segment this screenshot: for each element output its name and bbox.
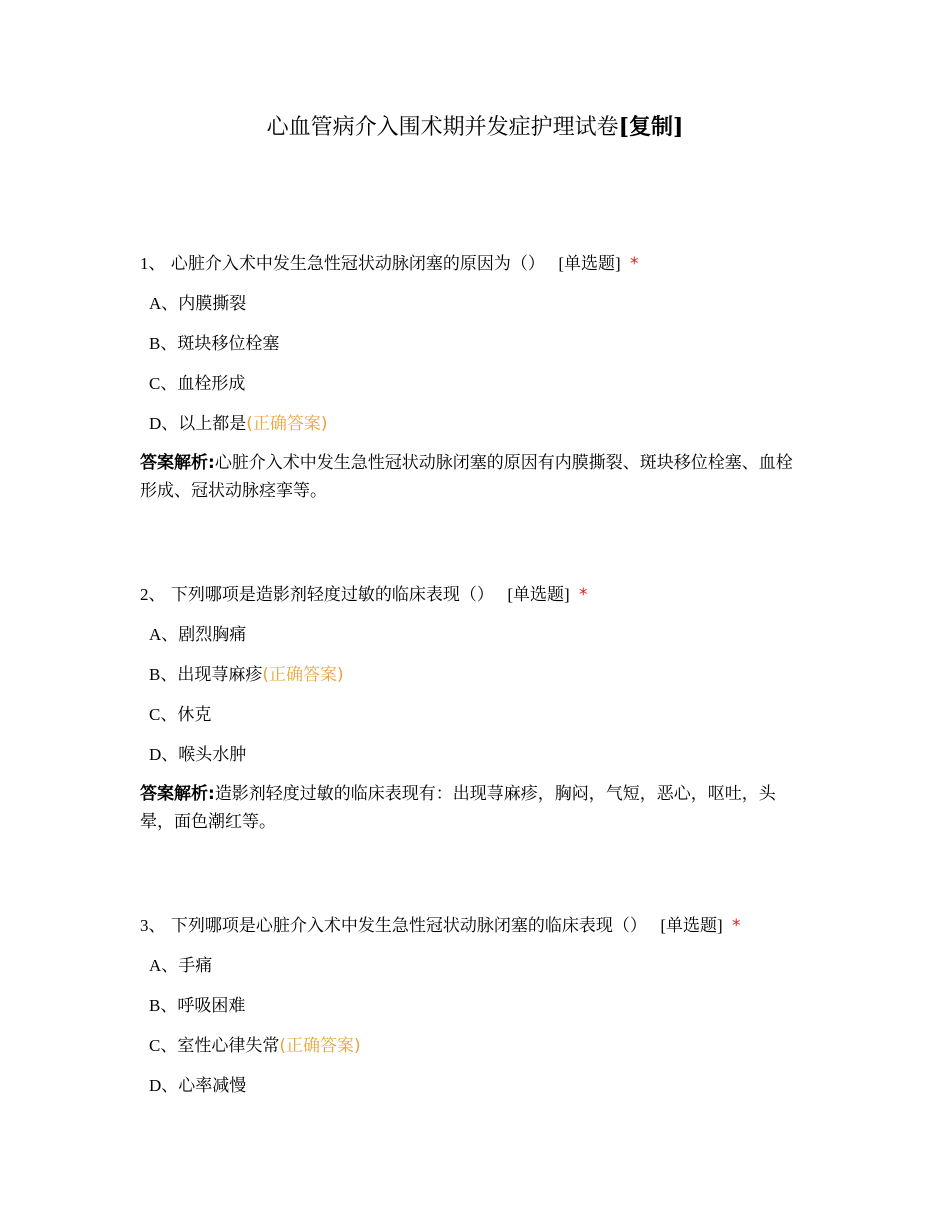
question-stem <box>140 582 800 608</box>
option-letter: D、 <box>149 414 179 433</box>
option-text: 休克 <box>177 705 212 725</box>
option-text: 内膜撕裂 <box>178 294 247 314</box>
option-letter: C、 <box>149 374 178 393</box>
answer-analysis <box>140 449 800 505</box>
title-suffix: [复制] <box>618 114 684 140</box>
option-text: 以上都是 <box>178 414 247 434</box>
correct-answer-tag: (正确答案) <box>262 665 344 685</box>
option-text: 手痛 <box>178 956 213 976</box>
option-letter: A、 <box>149 294 179 313</box>
answer-analysis <box>140 780 800 836</box>
option-a[interactable] <box>140 622 800 662</box>
option-text: 心率减慢 <box>178 1076 247 1096</box>
option-c[interactable] <box>140 371 800 411</box>
option-b[interactable] <box>140 993 800 1033</box>
option-text: 喉头水肿 <box>178 745 247 765</box>
required-mark: * <box>732 916 741 936</box>
option-a[interactable] <box>140 953 800 993</box>
option-letter: A、 <box>149 956 179 975</box>
question-text: 下列哪项是造影剂轻度过敏的临床表现（） <box>170 585 494 605</box>
question-3 <box>140 913 800 1113</box>
question-type: [单选题] <box>660 916 723 935</box>
option-letter: B、 <box>149 334 178 353</box>
option-text: 血栓形成 <box>177 374 246 394</box>
option-b[interactable] <box>140 662 800 702</box>
analysis-text: 心脏介入术中发生急性冠状动脉闭塞的原因有内膜撕裂、斑块移位栓塞、血栓形成、冠状动脉痉挛等。 <box>140 453 793 501</box>
option-letter: A、 <box>149 625 179 644</box>
analysis-text: 造影剂轻度过敏的临床表现有：出现荨麻疹，胸闷，气短，恶心，呕吐，头晕，面色潮红等。 <box>140 784 776 832</box>
option-text: 室性心律失常 <box>177 1036 280 1056</box>
option-letter: B、 <box>149 996 178 1015</box>
question-1 <box>140 251 800 505</box>
question-text: 心脏介入术中发生急性冠状动脉闭塞的原因为（） <box>170 254 545 274</box>
required-mark: * <box>579 585 588 605</box>
option-d[interactable] <box>140 742 800 782</box>
option-text: 斑块移位栓塞 <box>177 334 280 354</box>
question-type: [单选题] <box>507 585 570 604</box>
option-text: 剧烈胸痛 <box>178 625 247 645</box>
option-text: 呼吸困难 <box>177 996 246 1016</box>
analysis-label: 答案解析: <box>140 784 215 804</box>
option-text: 出现荨麻疹 <box>177 665 263 685</box>
option-d[interactable] <box>140 411 800 451</box>
option-list <box>140 622 800 782</box>
correct-answer-tag: (正确答案) <box>246 414 328 434</box>
question-text: 下列哪项是心脏介入术中发生急性冠状动脉闭塞的临床表现（） <box>170 916 647 936</box>
option-list <box>140 291 800 451</box>
page-title <box>0 112 950 143</box>
required-mark: * <box>630 254 639 274</box>
question-number: 3、 <box>140 916 166 935</box>
option-list <box>140 953 800 1113</box>
option-c[interactable] <box>140 1033 800 1073</box>
title-main: 心血管病介入围术期并发症护理试卷 <box>266 115 619 140</box>
question-number: 2、 <box>140 585 166 604</box>
analysis-label: 答案解析: <box>140 453 215 473</box>
option-letter: C、 <box>149 705 178 724</box>
question-stem <box>140 251 800 277</box>
option-a[interactable] <box>140 291 800 331</box>
question-2 <box>140 582 800 836</box>
option-letter: D、 <box>149 1076 179 1095</box>
option-letter: D、 <box>149 745 179 764</box>
option-d[interactable] <box>140 1073 800 1113</box>
question-stem <box>140 913 800 939</box>
option-letter: B、 <box>149 665 178 684</box>
option-c[interactable] <box>140 702 800 742</box>
question-type: [单选题] <box>558 254 621 273</box>
correct-answer-tag: (正确答案) <box>279 1036 361 1056</box>
option-b[interactable] <box>140 331 800 371</box>
option-letter: C、 <box>149 1036 178 1055</box>
question-number: 1、 <box>140 254 166 273</box>
